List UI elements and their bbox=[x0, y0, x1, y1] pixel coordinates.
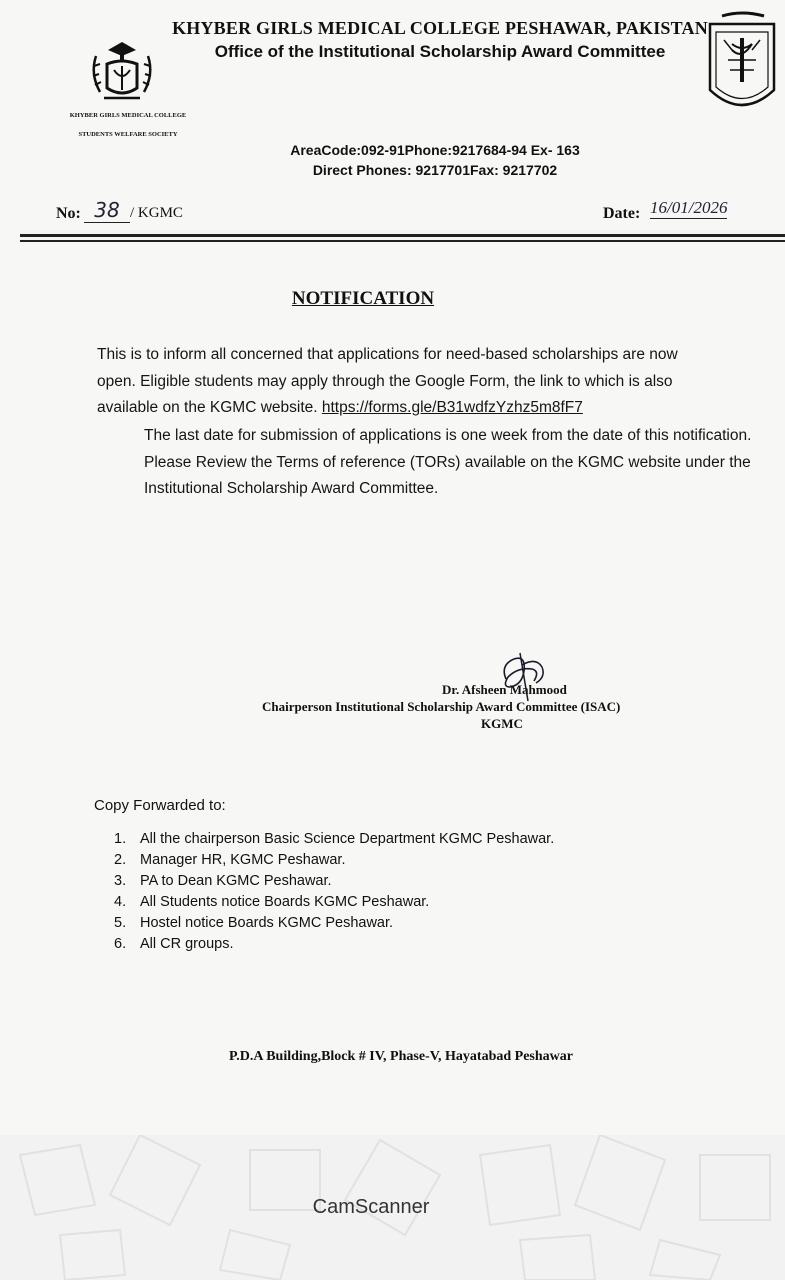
contact-direct: Direct Phones: 9217701Fax: 9217702 bbox=[312, 162, 558, 178]
list-item-text: Manager HR, KGMC Peshawar. bbox=[140, 852, 346, 868]
list-item-text: Hostel notice Boards KGMC Peshawar. bbox=[140, 915, 394, 931]
ref-no-suffix: / KGMC bbox=[130, 205, 183, 221]
list-item-text: All Students notice Boards KGMC Peshawar. bbox=[140, 894, 430, 910]
signatory-title: Chairperson Institutional Scholarship Award Committee (ISAC) bbox=[262, 699, 621, 714]
list-item-number: 4. bbox=[114, 894, 127, 910]
list-item bbox=[114, 892, 554, 913]
header-rule bbox=[20, 234, 785, 237]
date-value: 16/01/2026 bbox=[650, 198, 728, 217]
footer-address: P.D.A Building,Block # IV, Phase-V, Hayatabad Peshawar bbox=[229, 1049, 573, 1064]
list-item-text: PA to Dean KGMC Peshawar. bbox=[140, 873, 332, 889]
copy-forwarded-list bbox=[114, 829, 554, 955]
camscanner-label: CamScanner bbox=[312, 1196, 430, 1218]
date-label: Date: bbox=[603, 205, 641, 222]
list-item-text: All CR groups. bbox=[140, 936, 234, 952]
list-item-number: 3. bbox=[114, 873, 127, 889]
notification-title: NOTIFICATION bbox=[291, 288, 435, 309]
header-rule-thin bbox=[20, 240, 785, 242]
signatory-name: Dr. Afsheen Mahmood bbox=[442, 682, 567, 697]
list-item-number: 1. bbox=[114, 831, 127, 847]
list-item-number: 5. bbox=[114, 915, 127, 931]
list-item bbox=[114, 850, 554, 871]
notice-paragraph-1-text: This is to inform all concerned that applications for need-based scholarships are now open. Eligible students may apply through the Google Form, the link to which is also available on the KGMC website. bbox=[97, 346, 678, 416]
list-item-text: All the chairperson Basic Science Department KGMC Peshawar. bbox=[140, 831, 555, 847]
list-item bbox=[114, 871, 554, 892]
college-name: KHYBER GIRLS MEDICAL COLLEGE PESHAWAR, PAKISTAN bbox=[172, 18, 708, 38]
list-item-number: 2. bbox=[114, 852, 127, 868]
office-name: Office of the Institutional Scholarship Award Committee bbox=[214, 42, 666, 61]
copy-forwarded-heading: Copy Forwarded to: bbox=[94, 797, 226, 814]
college-seal-icon bbox=[702, 10, 782, 125]
list-item bbox=[114, 913, 554, 934]
list-item bbox=[114, 829, 554, 850]
ref-no-label: No: bbox=[56, 205, 81, 222]
notice-paragraph-1 bbox=[97, 342, 707, 422]
contact-phone: AreaCode:092-91Phone:9217684-94 Ex- 163 bbox=[290, 142, 580, 158]
google-form-link[interactable]: https://forms.gle/B31wdfzYzhz5m8fF7 bbox=[321, 399, 583, 416]
notice-paragraph-2: The last date for submission of applications is one week from the date of this notification. Please Review the Terms of reference (TORs) available on the KGMC website under the Institutional Scholarship Award Committee. bbox=[144, 427, 752, 497]
signatory-org: KGMC bbox=[481, 716, 523, 731]
ref-no-number: 38 bbox=[84, 198, 130, 223]
list-item-number: 6. bbox=[114, 936, 127, 952]
society-line-1: KHYBER GIRLS MEDICAL COLLEGE bbox=[69, 112, 187, 119]
list-item bbox=[114, 934, 554, 955]
society-line-2: STUDENTS WELFARE SOCIETY bbox=[78, 131, 178, 138]
